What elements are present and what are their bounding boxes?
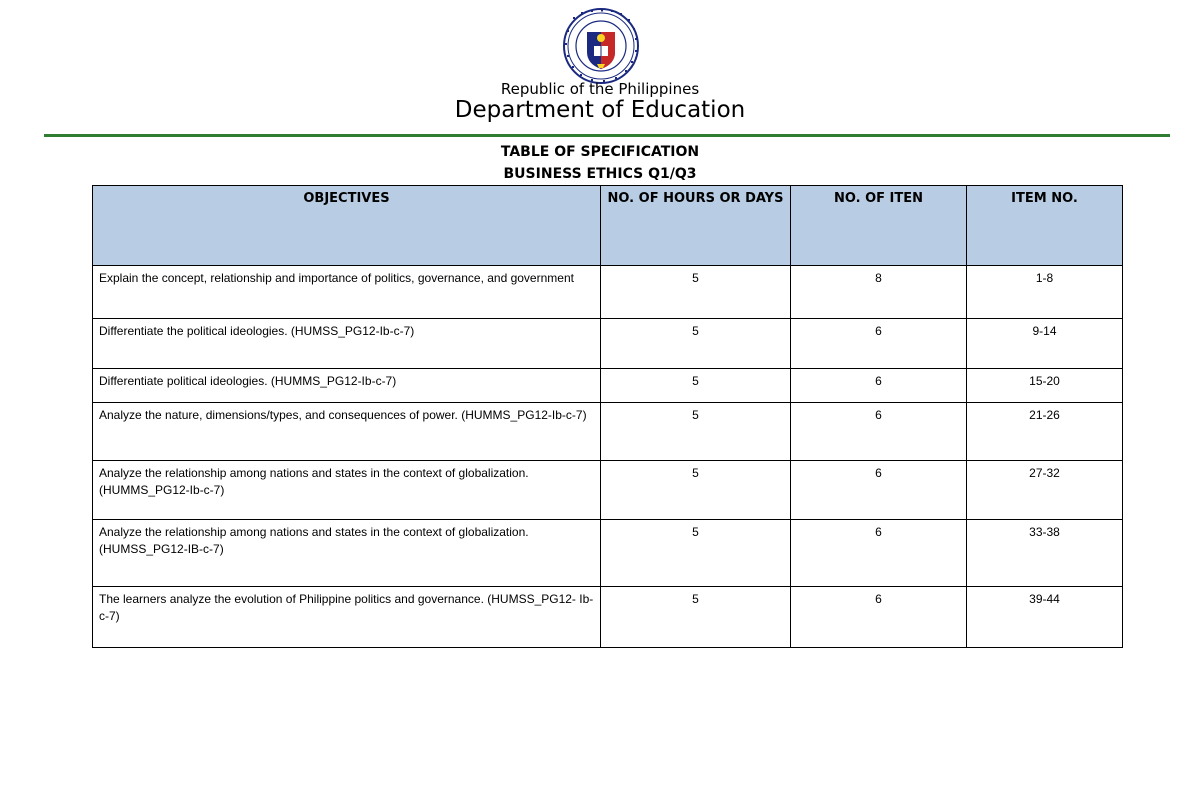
items-cell: 8	[791, 266, 967, 319]
item-no-cell: 33-38	[967, 520, 1123, 587]
document-title: TABLE OF SPECIFICATION	[500, 144, 700, 160]
objective-cell: Analyze the nature, dimensions/types, and consequences of power. (HUMMS_PG12-Ib-c-7)	[93, 403, 601, 461]
objective-cell: Differentiate political ideologies. (HUMMS_PG12-Ib-c-7)	[93, 369, 601, 403]
specification-table	[92, 185, 1123, 648]
table-row	[93, 520, 1123, 587]
items-cell: 6	[791, 520, 967, 587]
objective-cell: Analyze the relationship among nations and states in the context of globalization. (HUMSS_PG12-IB-c-7)	[93, 520, 601, 587]
items-cell: 6	[791, 403, 967, 461]
table-row	[93, 369, 1123, 403]
item-no-cell: 27-32	[967, 461, 1123, 520]
table-header-row	[93, 186, 1123, 266]
item-no-cell: 15-20	[967, 369, 1123, 403]
document-subtitle: BUSINESS ETHICS Q1/Q3	[503, 166, 697, 182]
republic-heading: Republic of the Philippines	[500, 80, 700, 98]
department-heading: Department of Education	[454, 97, 746, 123]
hours-cell: 5	[601, 319, 791, 369]
hours-cell: 5	[601, 266, 791, 319]
hours-cell: 5	[601, 403, 791, 461]
table-row	[93, 403, 1123, 461]
hours-cell: 5	[601, 461, 791, 520]
objective-cell: Differentiate the political ideologies. (HUMSS_PG12-Ib-c-7)	[93, 319, 601, 369]
column-header-hours: NO. OF HOURS OR DAYS	[601, 186, 791, 266]
items-cell: 6	[791, 461, 967, 520]
items-cell: 6	[791, 369, 967, 403]
deped-seal-icon	[563, 8, 639, 84]
table-row	[93, 319, 1123, 369]
table-row	[93, 266, 1123, 319]
header-divider	[44, 134, 1170, 137]
table-row	[93, 461, 1123, 520]
hours-cell: 5	[601, 369, 791, 403]
hours-cell: 5	[601, 520, 791, 587]
table-row	[93, 587, 1123, 648]
items-cell: 6	[791, 319, 967, 369]
item-no-cell: 1-8	[967, 266, 1123, 319]
item-no-cell: 39-44	[967, 587, 1123, 648]
objective-cell: The learners analyze the evolution of Philippine politics and governance. (HUMSS_PG12- Ib-c-7)	[93, 587, 601, 648]
column-header-item-numbers: ITEM NO.	[967, 186, 1123, 266]
objective-cell: Analyze the relationship among nations and states in the context of globalization. (HUMMS_PG12-Ib-c-7)	[93, 461, 601, 520]
column-header-item-count: NO. OF ITEN	[791, 186, 967, 266]
items-cell: 6	[791, 587, 967, 648]
hours-cell: 5	[601, 587, 791, 648]
objective-cell: Explain the concept, relationship and importance of politics, governance, and government	[93, 266, 601, 319]
item-no-cell: 21-26	[967, 403, 1123, 461]
column-header-objectives: OBJECTIVES	[93, 186, 601, 266]
item-no-cell: 9-14	[967, 319, 1123, 369]
